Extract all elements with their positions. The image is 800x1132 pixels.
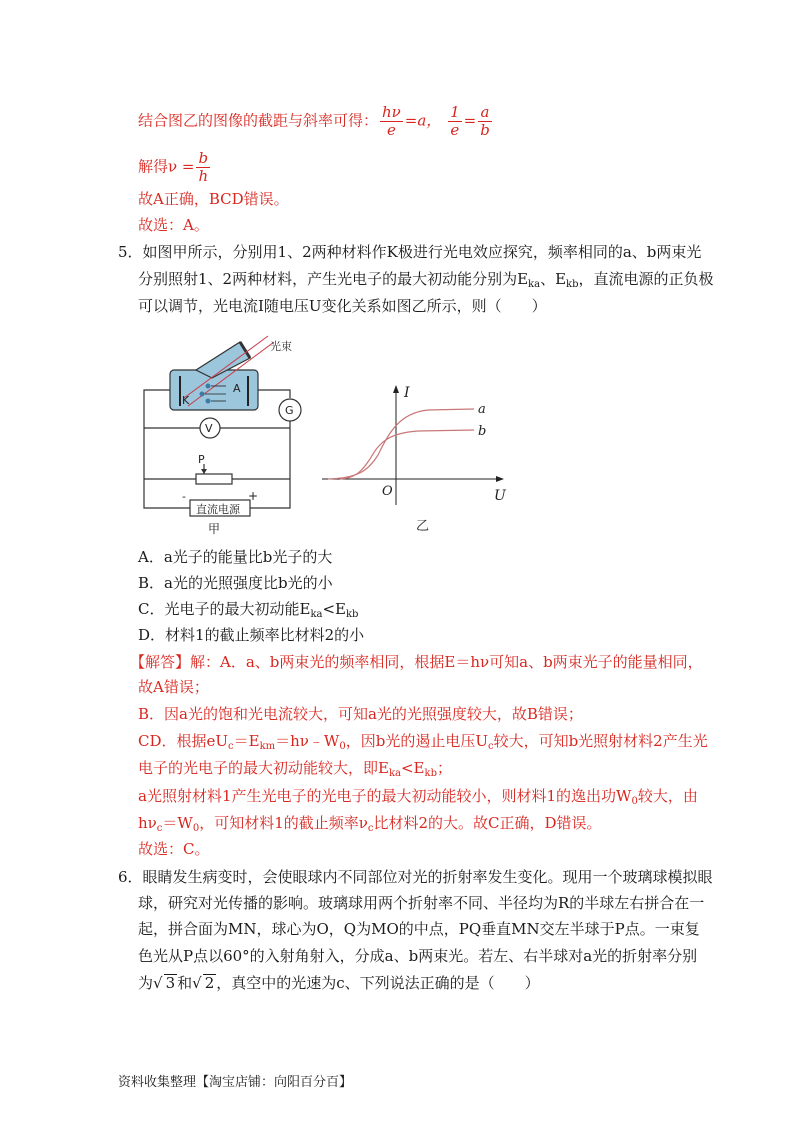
a-label: A [233, 382, 241, 395]
q5-answer-line2: 故A错误； [138, 678, 209, 696]
beam-label: 光束 [270, 340, 292, 353]
y-axis-label: I [404, 385, 410, 401]
footer-source: 资料收集整理【淘宝店铺：向阳百分百】 [118, 1075, 353, 1090]
q6-line5: 为√ 3 和√ 2 ，真空中的光速为c、下列说法正确的是（ ） [138, 974, 540, 992]
fraction-b-over-h: $\frac{b}{h}$ [198, 149, 209, 185]
eq1-rhs: =a， [404, 111, 442, 130]
sqrt-3: 3 [165, 974, 176, 992]
caption-yi: 乙 [416, 519, 430, 534]
plus-sign: + [248, 489, 259, 503]
q5-line1: 5．如图甲所示，分别用1、2两种材料作K极进行光电效应探究，频率相同的a、b两束光 [118, 243, 702, 261]
q5-answer-line1: 【解答】解：A．a、b两束光的频率相同，根据E＝hν可知a、b两束光子的能量相同， [130, 653, 703, 671]
q5-option-c: C．光电子的最大初动能$E_{ka}<E_{kb}$ [138, 600, 359, 620]
q5-option-d: D．材料1的截止频率比材料2的小 [138, 626, 365, 644]
circuit-diagram [130, 328, 310, 538]
q5-answer-line3: B．因a光的饱和光电流较大，可知a光的光照强度较大，故B错误； [138, 705, 583, 723]
intercept-prefix: 结合图乙的图像的截距与斜率可得： [138, 111, 379, 130]
curve-a [328, 409, 474, 479]
solution4-choose: 故选：A。 [138, 216, 209, 234]
k-label: K [182, 394, 190, 407]
q5-line3: 可以调节，光电流I随电压U变化关系如图乙所示，则（ ） [138, 297, 547, 315]
eq2-mid: = [463, 111, 477, 130]
q5-option-b: B．a光的光照强度比b光的小 [138, 574, 333, 592]
rheostat [196, 474, 232, 484]
q5-answer-line5: 电子的光电子的最大初动能较大，即$E_{ka}<E_{kb}$； [138, 759, 452, 779]
p-label: P [198, 453, 205, 466]
electron [206, 399, 211, 404]
q5-answer-line7: $h\nu_c=W_0$，可知材料1的截止频率$\nu_c$比材料2的大。故C正确，D错误。 [138, 814, 602, 834]
minus-sign: - [182, 490, 186, 503]
curve-b-label: b [478, 424, 487, 439]
caption-jia: 甲 [208, 522, 221, 536]
g-label: G [285, 404, 294, 417]
q5-answer-choose: 故选：C。 [138, 840, 210, 858]
origin-label: O [382, 484, 393, 499]
x-axis-label: U [494, 488, 506, 504]
q5-option-a: A．a光子的能量比b光子的大 [138, 548, 333, 566]
q5-line2: 分别照射1、2两种材料，产生光电子的最大初动能分别为$E_{ka}$、$E_{kb}$，直流电源的正负极 [138, 270, 714, 290]
q6-line2: 球，研究对光传播的影响。玻璃球用两个折射率不同、半径均为R的半球左右拼合在一 [138, 894, 705, 912]
answer-tag: 【解答】 [130, 653, 191, 671]
fraction-a-over-b: $\frac{a}{b}$ [480, 103, 490, 139]
solve-prefix: 解得ν = [138, 157, 195, 176]
v-label: V [205, 422, 213, 435]
solution4-conclusion: 故A正确，BCD错误。 [138, 190, 289, 208]
fraction-1-over-e: $\frac{1}{e}$ [450, 103, 460, 139]
iu-graph [318, 385, 518, 535]
solution4-intercept-line [138, 104, 494, 139]
curve-b [340, 430, 474, 479]
fraction-hv-over-e: $\frac{h\nu}{e}$ [382, 103, 401, 139]
solution4-solve-line [138, 150, 212, 185]
q6-line3: 起，拼合面为MN，球心为O，Q为MO的中点，PQ垂直MN交左半球于P点。一束复 [138, 920, 700, 938]
q5-answer-line4: CD．根据$eU_c=E_{km}=h\nu﹣W_0$，因b光的遏止电压$U_c$较大，可知b光照射材料2产生光 [138, 732, 708, 752]
electron [206, 384, 211, 389]
q6-line1: 6．眼睛发生病变时，会使眼球内不同部位对光的折射率发生变化。现用一个玻璃球模拟眼 [118, 868, 713, 886]
curve-a-label: a [478, 402, 486, 417]
electron [200, 392, 205, 397]
q6-line4: 色光从P点以60°的入射角射入，分成a、b两束光。若左、右半球对a光的折射率分别 [138, 947, 698, 965]
power-label: 直流电源 [196, 503, 240, 516]
sqrt-2: 2 [204, 974, 215, 992]
q5-answer-line6: a光照射材料1产生光电子的光电子的最大初动能较小，则材料1的逸出功$W_0$较大，由 [138, 787, 698, 807]
